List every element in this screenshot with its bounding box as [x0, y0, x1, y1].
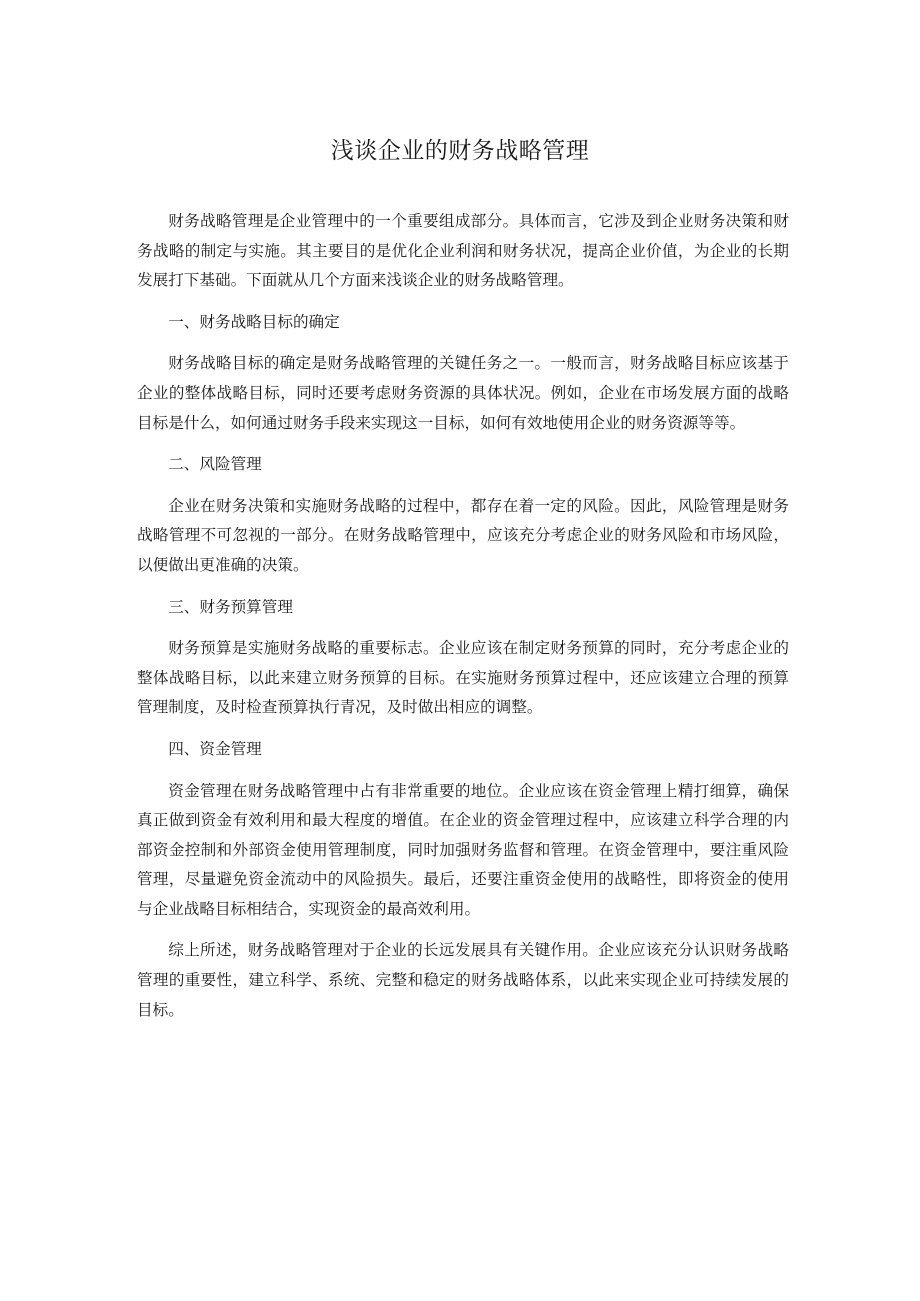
section-heading-goals: 一、财务战略目标的确定: [168, 312, 340, 331]
intro-paragraph: 财务战略管理是企业管理中的一个重要组成部分。具体而言，它涉及到企业财务决策和财务战略的制定与实施。其主要目的是优化企业利润和财务状况，提高企业价值，为企业的长期发展打下基础。下面就从几个方面来浅谈企业的财务战略管理。: [137, 212, 789, 290]
goals-paragraph: 财务战略目标的确定是财务战略管理的关键任务之一。一般而言，财务战略目标应该基于企业的整体战略目标，同时还要考虑财务资源的具体状况。例如，企业在市场发展方面的战略目标是什么，如何通过财务手段来实现这一目标，如何有效地使用企业的财务资源等等。: [137, 354, 789, 432]
section-heading-risk: 二、风险管理: [168, 455, 262, 474]
funds-paragraph: 资金管理在财务战略管理中占有非常重要的地位。企业应该在资金管理上精打细算，确保真正做到资金有效利用和最大程度的增值。在企业的资金管理过程中，应该建立科学合理的内部资金控制和外部资金使用管理制度，同时加强财务监督和管理。在资金管理中，要注重风险管理，尽量避免资金流动中的风险损失。最后，还要注重资金使用的战略性，即将资金的使用与企业战略目标相结合，实现资金的最高效利用。: [137, 781, 789, 918]
section-heading-budget: 三、财务预算管理: [168, 597, 293, 616]
section-heading-funds: 四、资金管理: [168, 739, 262, 758]
budget-paragraph: 财务预算是实施财务战略的重要标志。企业应该在制定财务预算的同时，充分考虑企业的整体战略目标，以此来建立财务预算的目标。在实施财务预算过程中，还应该建立合理的预算管理制度，及时检查预算执行青况，及时做出相应的调整。: [137, 639, 789, 717]
risk-paragraph: 企业在财务决策和实施财务战略的过程中，都存在着一定的风险。因此，风险管理是财务战略管理不可忽视的一部分。在财务战略管理中，应该充分考虑企业的财务风险和市场风险，以便做出更准确的决策。: [137, 496, 789, 574]
document-title: 浅谈企业的财务战略管理: [330, 138, 590, 164]
document-body: [137, 207, 789, 1037]
conclusion-paragraph: 综上所述，财务战略管理对于企业的长远发展具有关键作用。企业应该充分认识财务战略管理的重要性，建立科学、系统、完整和稳定的财务战略体系，以此来实现企业可持续发展的目标。: [137, 941, 789, 1019]
